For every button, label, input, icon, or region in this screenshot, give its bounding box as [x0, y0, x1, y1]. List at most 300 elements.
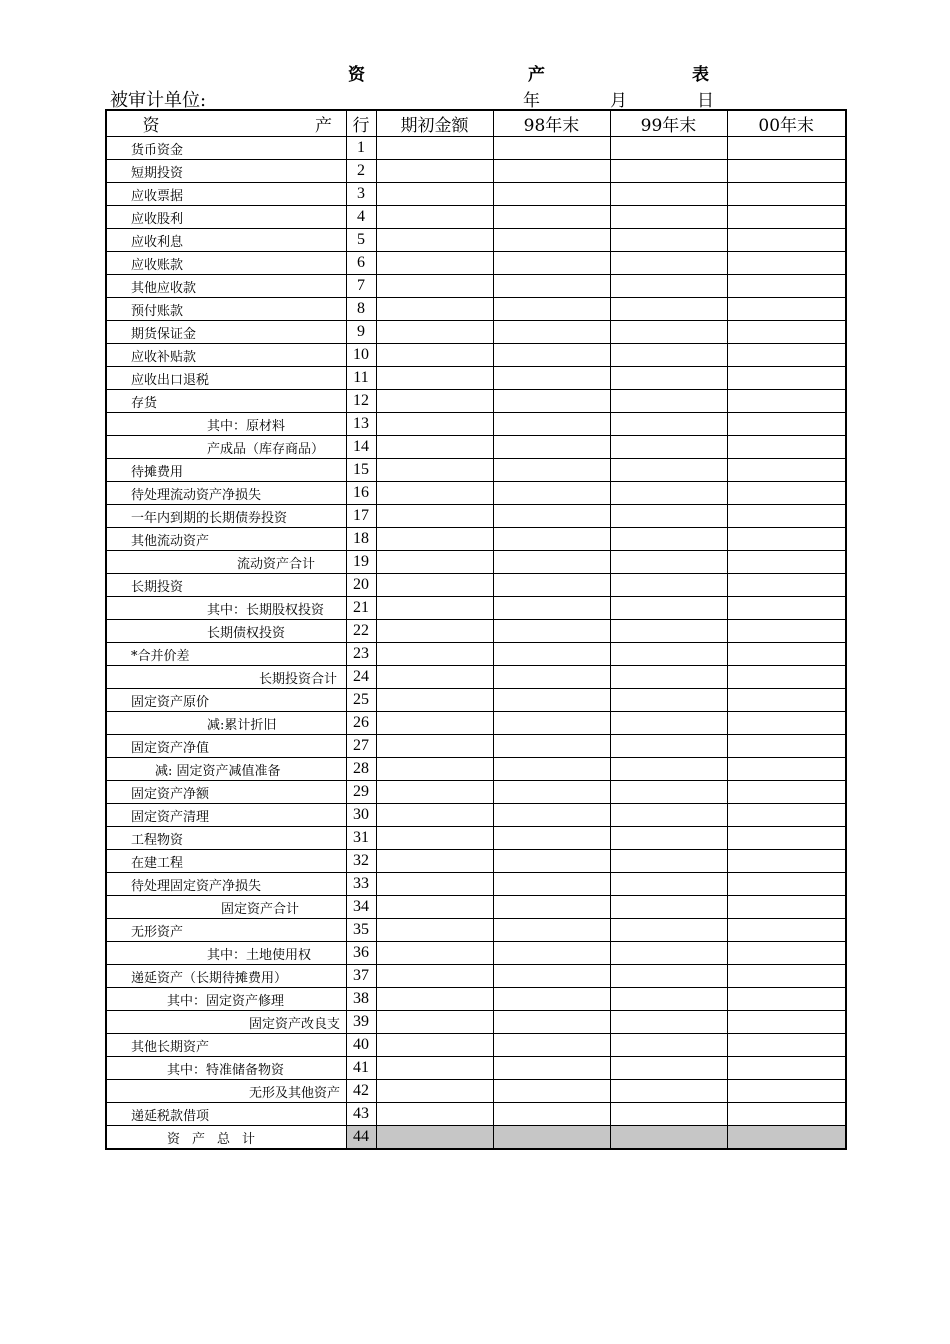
- table-row: [106, 1103, 846, 1126]
- table-row: [106, 344, 846, 367]
- row-label: 无形资产: [106, 919, 346, 942]
- y00-cell[interactable]: [727, 919, 846, 942]
- title-char-1: 资: [348, 65, 365, 85]
- row-label: 应收票据: [106, 183, 346, 206]
- opening-cell[interactable]: [376, 620, 493, 643]
- y99-cell[interactable]: [610, 919, 727, 942]
- y98-cell[interactable]: [493, 781, 610, 804]
- y99-cell[interactable]: [610, 1103, 727, 1126]
- opening-cell[interactable]: [376, 735, 493, 758]
- y99-cell[interactable]: [610, 873, 727, 896]
- y99-cell[interactable]: [610, 735, 727, 758]
- row-line-number: 15: [346, 459, 376, 482]
- table-row: [106, 666, 846, 689]
- opening-cell[interactable]: [376, 1080, 493, 1103]
- y99-cell[interactable]: [610, 367, 727, 390]
- opening-cell[interactable]: [376, 758, 493, 781]
- opening-cell[interactable]: [376, 137, 493, 160]
- y00-cell[interactable]: [727, 735, 846, 758]
- row-line-number: 23: [346, 643, 376, 666]
- header-99: 99年末: [610, 110, 727, 137]
- opening-cell[interactable]: [376, 781, 493, 804]
- row-line-number: 34: [346, 896, 376, 919]
- audited-unit-label: 被审计单位:: [110, 90, 207, 111]
- y98-cell[interactable]: [493, 367, 610, 390]
- y98-cell[interactable]: [493, 1103, 610, 1126]
- y98-cell[interactable]: [493, 160, 610, 183]
- y98-cell[interactable]: [493, 1011, 610, 1034]
- opening-cell[interactable]: [376, 482, 493, 505]
- row-line-number: 19: [346, 551, 376, 574]
- table-row: [106, 160, 846, 183]
- header-00: 00年末: [727, 110, 846, 137]
- y99-cell[interactable]: [610, 804, 727, 827]
- y99-cell[interactable]: [610, 459, 727, 482]
- opening-cell[interactable]: [376, 574, 493, 597]
- opening-cell[interactable]: [376, 896, 493, 919]
- opening-cell[interactable]: [376, 528, 493, 551]
- row-line-number: 18: [346, 528, 376, 551]
- opening-cell[interactable]: [376, 873, 493, 896]
- opening-cell[interactable]: [376, 275, 493, 298]
- y99-cell[interactable]: [610, 574, 727, 597]
- y98-cell[interactable]: [493, 666, 610, 689]
- y98-cell[interactable]: [493, 689, 610, 712]
- table-row: [106, 620, 846, 643]
- row-label: 减:累计折旧: [106, 712, 346, 735]
- row-label: 一年内到期的长期债券投资: [106, 505, 346, 528]
- y99-cell[interactable]: [610, 551, 727, 574]
- opening-cell[interactable]: [376, 919, 493, 942]
- y00-cell[interactable]: [727, 1126, 846, 1150]
- row-line-number: 27: [346, 735, 376, 758]
- y99-cell[interactable]: [610, 206, 727, 229]
- y99-cell[interactable]: [610, 183, 727, 206]
- y00-cell[interactable]: [727, 275, 846, 298]
- y99-cell[interactable]: [610, 1080, 727, 1103]
- opening-cell[interactable]: [376, 367, 493, 390]
- y98-cell[interactable]: [493, 1057, 610, 1080]
- opening-cell[interactable]: [376, 298, 493, 321]
- opening-cell[interactable]: [376, 666, 493, 689]
- table-row: [106, 735, 846, 758]
- table-row: [106, 781, 846, 804]
- y00-cell[interactable]: [727, 1034, 846, 1057]
- table-row: [106, 229, 846, 252]
- y00-cell[interactable]: [727, 551, 846, 574]
- y98-cell[interactable]: [493, 1080, 610, 1103]
- y99-cell[interactable]: [610, 942, 727, 965]
- row-line-number: 3: [346, 183, 376, 206]
- row-label: 固定资产改良支: [106, 1011, 346, 1034]
- row-label: 应收利息: [106, 229, 346, 252]
- asset-table: [105, 109, 847, 1150]
- row-label: 待处理固定资产净损失: [106, 873, 346, 896]
- opening-cell[interactable]: [376, 344, 493, 367]
- table-row: [106, 804, 846, 827]
- opening-cell[interactable]: [376, 1057, 493, 1080]
- y98-cell[interactable]: [493, 206, 610, 229]
- row-label: 递延资产（长期待摊费用）: [106, 965, 346, 988]
- row-line-number: 41: [346, 1057, 376, 1080]
- y00-cell[interactable]: [727, 160, 846, 183]
- row-line-number: 35: [346, 919, 376, 942]
- y99-cell[interactable]: [610, 965, 727, 988]
- y00-cell[interactable]: [727, 1080, 846, 1103]
- y00-cell[interactable]: [727, 183, 846, 206]
- row-line-number: 42: [346, 1080, 376, 1103]
- y98-cell[interactable]: [493, 551, 610, 574]
- row-line-number: 4: [346, 206, 376, 229]
- header-asset-char-1: 资: [142, 116, 160, 136]
- y99-cell[interactable]: [610, 988, 727, 1011]
- row-line-number: 7: [346, 275, 376, 298]
- table-row: [106, 459, 846, 482]
- opening-cell[interactable]: [376, 988, 493, 1011]
- opening-cell[interactable]: [376, 850, 493, 873]
- row-line-number: 6: [346, 252, 376, 275]
- row-label: 长期债权投资: [106, 620, 346, 643]
- y99-cell[interactable]: [610, 298, 727, 321]
- header-asset-char-2: 产: [314, 116, 332, 136]
- row-label: 在建工程: [106, 850, 346, 873]
- y99-cell[interactable]: [610, 344, 727, 367]
- y00-cell[interactable]: [727, 137, 846, 160]
- table-row: [106, 183, 846, 206]
- row-label: 其他长期资产: [106, 1034, 346, 1057]
- y00-cell[interactable]: [727, 367, 846, 390]
- opening-cell[interactable]: [376, 689, 493, 712]
- opening-cell[interactable]: [376, 436, 493, 459]
- y99-cell[interactable]: [610, 712, 727, 735]
- row-label: 预付账款: [106, 298, 346, 321]
- opening-cell[interactable]: [376, 827, 493, 850]
- y99-cell[interactable]: [610, 1034, 727, 1057]
- total-row: [106, 1126, 846, 1150]
- row-label: 其中：固定资产修理: [106, 988, 346, 1011]
- opening-cell[interactable]: [376, 206, 493, 229]
- opening-cell[interactable]: [376, 965, 493, 988]
- opening-cell[interactable]: [376, 505, 493, 528]
- y98-cell[interactable]: [493, 321, 610, 344]
- row-label: 应收账款: [106, 252, 346, 275]
- opening-cell[interactable]: [376, 643, 493, 666]
- row-line-number: 30: [346, 804, 376, 827]
- y99-cell[interactable]: [610, 528, 727, 551]
- y99-cell[interactable]: [610, 252, 727, 275]
- y98-cell[interactable]: [493, 436, 610, 459]
- opening-cell[interactable]: [376, 413, 493, 436]
- y00-cell[interactable]: [727, 298, 846, 321]
- y99-cell[interactable]: [610, 1011, 727, 1034]
- y98-cell[interactable]: [493, 597, 610, 620]
- row-line-number: 31: [346, 827, 376, 850]
- row-line-number: 11: [346, 367, 376, 390]
- row-label: 货币资金: [106, 137, 346, 160]
- y99-cell[interactable]: [610, 758, 727, 781]
- y98-cell[interactable]: [493, 965, 610, 988]
- table-row: [106, 597, 846, 620]
- y98-cell[interactable]: [493, 183, 610, 206]
- table-row: [106, 528, 846, 551]
- row-line-number: 25: [346, 689, 376, 712]
- y00-cell[interactable]: [727, 459, 846, 482]
- row-label: 其中：原材料: [106, 413, 346, 436]
- table-row: [106, 919, 846, 942]
- opening-cell[interactable]: [376, 597, 493, 620]
- row-label: 固定资产净值: [106, 735, 346, 758]
- y00-cell[interactable]: [727, 712, 846, 735]
- table-row: [106, 965, 846, 988]
- opening-cell[interactable]: [376, 321, 493, 344]
- y98-cell[interactable]: [493, 942, 610, 965]
- table-row: [106, 551, 846, 574]
- y00-cell[interactable]: [727, 620, 846, 643]
- y00-cell[interactable]: [727, 781, 846, 804]
- opening-cell[interactable]: [376, 183, 493, 206]
- row-line-number: 12: [346, 390, 376, 413]
- y98-cell[interactable]: [493, 873, 610, 896]
- y98-cell[interactable]: [493, 712, 610, 735]
- y99-cell[interactable]: [610, 781, 727, 804]
- table-row: [106, 896, 846, 919]
- y00-cell[interactable]: [727, 252, 846, 275]
- y99-cell[interactable]: [610, 1057, 727, 1080]
- y00-cell[interactable]: [727, 804, 846, 827]
- row-label: 固定资产清理: [106, 804, 346, 827]
- row-label: 固定资产原价: [106, 689, 346, 712]
- y98-cell[interactable]: [493, 758, 610, 781]
- row-line-number: 20: [346, 574, 376, 597]
- row-label: 其他应收款: [106, 275, 346, 298]
- y98-cell[interactable]: [493, 1126, 610, 1150]
- y98-cell[interactable]: [493, 505, 610, 528]
- y00-cell[interactable]: [727, 965, 846, 988]
- y98-cell[interactable]: [493, 988, 610, 1011]
- header-98: 98年末: [493, 110, 610, 137]
- table-row: [106, 988, 846, 1011]
- opening-cell[interactable]: [376, 1034, 493, 1057]
- y99-cell[interactable]: [610, 505, 727, 528]
- title-char-2: 产: [528, 65, 545, 85]
- opening-cell[interactable]: [376, 1011, 493, 1034]
- row-line-number: 8: [346, 298, 376, 321]
- y99-cell[interactable]: [610, 850, 727, 873]
- row-line-number: 43: [346, 1103, 376, 1126]
- y99-cell[interactable]: [610, 597, 727, 620]
- y98-cell[interactable]: [493, 298, 610, 321]
- table-row: [106, 1011, 846, 1034]
- y00-cell[interactable]: [727, 988, 846, 1011]
- row-line-number: 36: [346, 942, 376, 965]
- y00-cell[interactable]: [727, 344, 846, 367]
- y00-cell[interactable]: [727, 436, 846, 459]
- row-line-number: 29: [346, 781, 376, 804]
- opening-cell[interactable]: [376, 160, 493, 183]
- row-label: 固定资产合计: [106, 896, 346, 919]
- y00-cell[interactable]: [727, 1103, 846, 1126]
- opening-cell[interactable]: [376, 459, 493, 482]
- y00-cell[interactable]: [727, 390, 846, 413]
- y99-cell[interactable]: [610, 896, 727, 919]
- y99-cell[interactable]: [610, 643, 727, 666]
- row-label: 待处理流动资产净损失: [106, 482, 346, 505]
- y98-cell[interactable]: [493, 804, 610, 827]
- y00-cell[interactable]: [727, 896, 846, 919]
- row-label: 其他流动资产: [106, 528, 346, 551]
- row-line-number: 28: [346, 758, 376, 781]
- row-line-number: 22: [346, 620, 376, 643]
- opening-cell[interactable]: [376, 229, 493, 252]
- y99-cell[interactable]: [610, 390, 727, 413]
- row-label: 待摊费用: [106, 459, 346, 482]
- y99-cell[interactable]: [610, 482, 727, 505]
- row-line-number: 32: [346, 850, 376, 873]
- y98-cell[interactable]: [493, 1034, 610, 1057]
- opening-cell[interactable]: [376, 390, 493, 413]
- header-row: [106, 110, 846, 137]
- row-line-number: 33: [346, 873, 376, 896]
- row-label: 其中：特准储备物资: [106, 1057, 346, 1080]
- y99-cell[interactable]: [610, 620, 727, 643]
- y00-cell[interactable]: [727, 505, 846, 528]
- y00-cell[interactable]: [727, 643, 846, 666]
- table-row: [106, 827, 846, 850]
- table-row: [106, 321, 846, 344]
- table-row: [106, 873, 846, 896]
- y98-cell[interactable]: [493, 137, 610, 160]
- table-row: [106, 942, 846, 965]
- row-label: 应收出口退税: [106, 367, 346, 390]
- row-line-number: 26: [346, 712, 376, 735]
- y98-cell[interactable]: [493, 229, 610, 252]
- row-label: 递延税款借项: [106, 1103, 346, 1126]
- row-line-number: 14: [346, 436, 376, 459]
- row-line-number: 37: [346, 965, 376, 988]
- row-label: 资产总计: [106, 1126, 346, 1150]
- row-label: 工程物资: [106, 827, 346, 850]
- y99-cell[interactable]: [610, 275, 727, 298]
- y00-cell[interactable]: [727, 528, 846, 551]
- table-row: [106, 206, 846, 229]
- y00-cell[interactable]: [727, 850, 846, 873]
- row-label: 应收补贴款: [106, 344, 346, 367]
- row-label: 固定资产净额: [106, 781, 346, 804]
- y98-cell[interactable]: [493, 459, 610, 482]
- row-label: *合并价差: [106, 643, 346, 666]
- y99-cell[interactable]: [610, 160, 727, 183]
- table-row: [106, 1034, 846, 1057]
- y99-cell[interactable]: [610, 413, 727, 436]
- table-row: [106, 574, 846, 597]
- opening-cell[interactable]: [376, 252, 493, 275]
- y98-cell[interactable]: [493, 574, 610, 597]
- row-label: 无形及其他资产: [106, 1080, 346, 1103]
- y99-cell[interactable]: [610, 436, 727, 459]
- header-opening: 期初金额: [376, 110, 493, 137]
- y98-cell[interactable]: [493, 252, 610, 275]
- y98-cell[interactable]: [493, 735, 610, 758]
- opening-cell[interactable]: [376, 1126, 493, 1150]
- row-line-number: 16: [346, 482, 376, 505]
- y00-cell[interactable]: [727, 229, 846, 252]
- opening-cell[interactable]: [376, 1103, 493, 1126]
- y00-cell[interactable]: [727, 873, 846, 896]
- y98-cell[interactable]: [493, 390, 610, 413]
- y00-cell[interactable]: [727, 758, 846, 781]
- y00-cell[interactable]: [727, 1011, 846, 1034]
- y00-cell[interactable]: [727, 574, 846, 597]
- row-line-number: 24: [346, 666, 376, 689]
- y99-cell[interactable]: [610, 229, 727, 252]
- row-label: 应收股利: [106, 206, 346, 229]
- y98-cell[interactable]: [493, 919, 610, 942]
- y99-cell[interactable]: [610, 321, 727, 344]
- row-line-number: 39: [346, 1011, 376, 1034]
- header-line: 行: [346, 110, 376, 137]
- table-row: [106, 850, 846, 873]
- row-line-number: 2: [346, 160, 376, 183]
- y99-cell[interactable]: [610, 1126, 727, 1150]
- table-row: [106, 643, 846, 666]
- opening-cell[interactable]: [376, 942, 493, 965]
- y00-cell[interactable]: [727, 689, 846, 712]
- y99-cell[interactable]: [610, 137, 727, 160]
- table-row: [106, 436, 846, 459]
- y98-cell[interactable]: [493, 482, 610, 505]
- row-line-number: 21: [346, 597, 376, 620]
- y99-cell[interactable]: [610, 827, 727, 850]
- row-line-number: 17: [346, 505, 376, 528]
- date-day-label: 日: [697, 91, 714, 111]
- y00-cell[interactable]: [727, 597, 846, 620]
- y98-cell[interactable]: [493, 850, 610, 873]
- y00-cell[interactable]: [727, 206, 846, 229]
- y99-cell[interactable]: [610, 666, 727, 689]
- y98-cell[interactable]: [493, 620, 610, 643]
- y98-cell[interactable]: [493, 344, 610, 367]
- table-row: [106, 275, 846, 298]
- table-row: [106, 413, 846, 436]
- y00-cell[interactable]: [727, 413, 846, 436]
- row-label: 流动资产合计: [106, 551, 346, 574]
- row-label: 存货: [106, 390, 346, 413]
- row-label: 期货保证金: [106, 321, 346, 344]
- y98-cell[interactable]: [493, 275, 610, 298]
- y00-cell[interactable]: [727, 1057, 846, 1080]
- y98-cell[interactable]: [493, 643, 610, 666]
- row-line-number: 44: [346, 1126, 376, 1150]
- table-row: [106, 137, 846, 160]
- opening-cell[interactable]: [376, 804, 493, 827]
- date-month-label: 月: [610, 91, 627, 111]
- row-label: 短期投资: [106, 160, 346, 183]
- y00-cell[interactable]: [727, 827, 846, 850]
- y00-cell[interactable]: [727, 942, 846, 965]
- y98-cell[interactable]: [493, 413, 610, 436]
- y00-cell[interactable]: [727, 321, 846, 344]
- y98-cell[interactable]: [493, 827, 610, 850]
- table-row: [106, 298, 846, 321]
- opening-cell[interactable]: [376, 712, 493, 735]
- y98-cell[interactable]: [493, 528, 610, 551]
- y98-cell[interactable]: [493, 896, 610, 919]
- y99-cell[interactable]: [610, 689, 727, 712]
- table-row: [106, 712, 846, 735]
- y00-cell[interactable]: [727, 482, 846, 505]
- opening-cell[interactable]: [376, 551, 493, 574]
- y00-cell[interactable]: [727, 666, 846, 689]
